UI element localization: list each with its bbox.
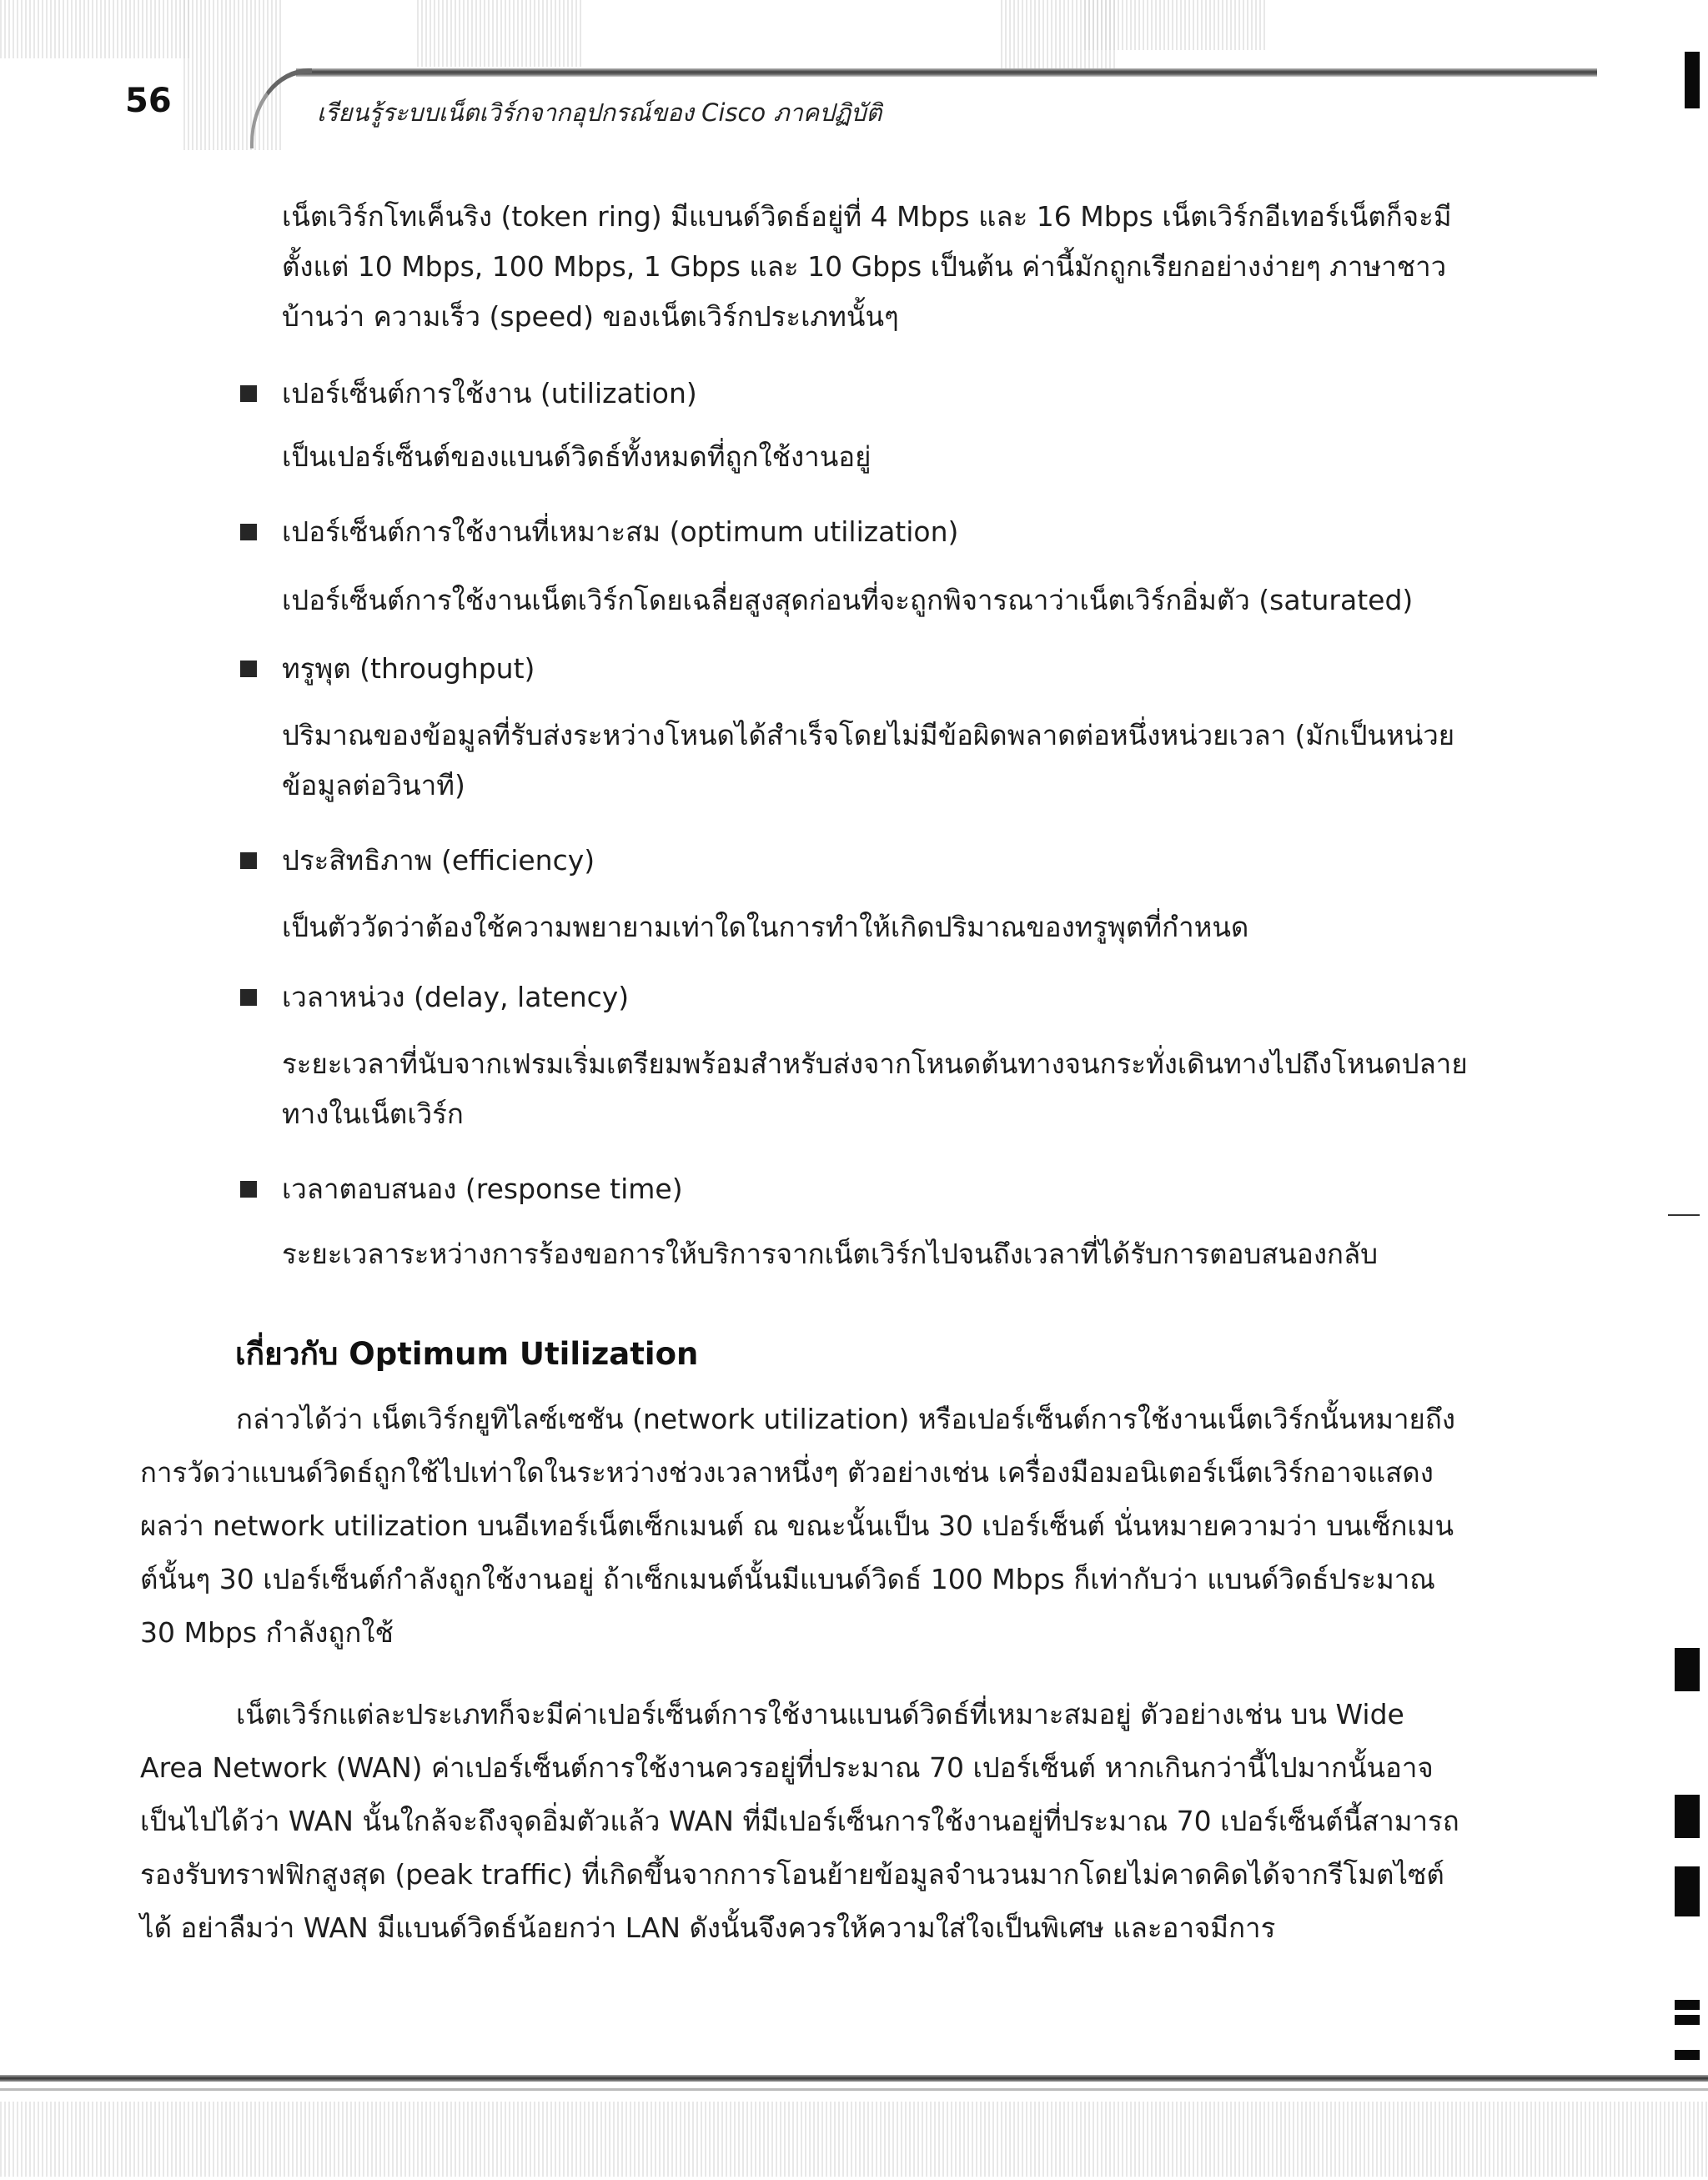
body-paragraph: กล่าวได้ว่า เน็ตเวิร์กยูทิไลซ์เซชัน (network utilization) หรือเปอร์เซ็นต์การใช้งานเน็ตเวิร์กนั้นหมายถึงการวัดว่าแบนด์วิดธ์ถูกใช้ไปเท่าใดในระหว่างช่วงเวลาหนึ่งๆ ตัวอย่างเช่น เครื่องมือมอนิเตอร์เน็ตเวิร์กอาจแสดงผลว่า network utilization บนอีเทอร์เน็ตเซ็กเมนต์ ณ ขณะนั้นเป็น 30 เปอร์เซ็นต์ นั่นหมายความว่า บนเซ็กเมนต์นั้นๆ 30 เปอร์เซ็นต์กำลังถูกใช้งานอยู่ ถ้าเซ็กเมนต์นั้นมีแบนด์วิดธ์ 100 Mbps ก็เท่ากับว่า แบนด์วิดธ์ประมาณ 30 Mbps กำลังถูกใช้ [140, 1403, 1455, 1649]
bullet-square [240, 524, 257, 540]
term-title-english: (optimum utilization) [669, 515, 959, 548]
bullet-square [240, 989, 257, 1006]
term-description: เป็นเปอร์เซ็นต์ของแบนด์วิดธ์ทั้งหมดที่ถูกใช้งานอยู่ [282, 440, 872, 473]
bullet-square [240, 1181, 257, 1198]
term-description: ระยะเวลาระหว่างการร้องขอการให้บริการจากเน็ตเวิร์กไปจนถึงเวลาที่ได้รับการตอบสนองกลับ [282, 1238, 1379, 1270]
thumb-tick [1668, 1214, 1700, 1216]
scan-noise [0, 2102, 1708, 2177]
term-title-english: (efficiency) [440, 844, 595, 877]
term-title-english: (utilization) [540, 377, 697, 409]
footer-rule [0, 2075, 1708, 2082]
thumb-tab [1675, 2050, 1700, 2060]
term-title [282, 842, 595, 879]
thumb-tab [1675, 1866, 1700, 1916]
term-title-english: (delay, latency) [414, 981, 630, 1013]
term-title-thai: เวลาตอบสนอง [282, 1173, 457, 1205]
scan-noise [0, 0, 192, 58]
term-description: เป็นตัววัดว่าต้องใช้ความพยายามเท่าใดในการทำให้เกิดปริมาณของทรูพุตที่กำหนด [282, 911, 1249, 943]
term-title-english: (response time) [465, 1173, 683, 1205]
intro-paragraph: เน็ตเวิร์กโทเค็นริง (token ring) มีแบนด์วิดธ์อยู่ที่ 4 Mbps และ 16 Mbps เน็ตเวิร์กอีเทอร์เน็ตก็จะมีตั้งแต่ 10 Mbps, 100 Mbps, 1 Gbps และ 10 Gbps เป็นต้น ค่านี้มักถูกเรียกอย่างง่ายๆ ภาษาชาวบ้านว่า ความเร็ว (speed) ของเน็ตเวิร์กประเภทนั้นๆ [282, 200, 1452, 333]
thumb-tab [1685, 52, 1700, 108]
thumb-tab [1675, 1795, 1700, 1838]
running-header: เรียนรู้ระบบเน็ตเวิร์กจากอุปกรณ์ของ Cisco ภาคปฏิบัติ [317, 98, 882, 127]
term-title-thai: เปอร์เซ็นต์การใช้งานที่เหมาะสม [282, 515, 661, 548]
scan-noise [417, 0, 584, 67]
term-title-thai: เปอร์เซ็นต์การใช้งาน [282, 377, 532, 409]
term-description: เปอร์เซ็นต์การใช้งานเน็ตเวิร์กโดยเฉลี่ยสูงสุดก่อนที่จะถูกพิจารณาว่าเน็ตเวิร์กอิ่มตัว (saturated) [282, 584, 1414, 616]
term-title [282, 375, 697, 412]
section-heading: เกี่ยวกับ Optimum Utilization [235, 1336, 699, 1372]
term-description: ปริมาณของข้อมูลที่รับส่งระหว่างโหนดได้สำเร็จโดยไม่มีข้อผิดพลาดต่อหนึ่งหน่วยเวลา (มักเป็นหน่วยข้อมูลต่อวินาที) [282, 719, 1455, 801]
term-title-english: (throughput) [359, 652, 535, 685]
bullet-square [240, 852, 257, 869]
bullet-square [240, 661, 257, 677]
term-title [282, 650, 535, 687]
footer-rule [0, 2088, 1708, 2091]
bullet-square [240, 385, 257, 402]
header-rule [296, 68, 1597, 77]
term-description: ระยะเวลาที่นับจากเฟรมเริ่มเตรียมพร้อมสำหรับส่งจากโหนดต้นทางจนกระทั่งเดินทางไปถึงโหนดปลายทางในเน็ตเวิร์ก [282, 1047, 1468, 1130]
thumb-tab [1675, 2015, 1700, 2025]
thumb-tab [1675, 1648, 1700, 1691]
term-title [282, 979, 629, 1016]
thumb-tab [1675, 2000, 1700, 2010]
body-paragraph: เน็ตเวิร์กแต่ละประเภทก็จะมีค่าเปอร์เซ็นต์การใช้งานแบนด์วิดธ์ที่เหมาะสมอยู่ ตัวอย่างเช่น บน Wide Area Network (WAN) ค่าเปอร์เซ็นต์การใช้งานควรอยู่ที่ประมาณ 70 เปอร์เซ็นต์ หากเกินกว่านี้ไปมากนั้นอาจเป็นไปได้ว่า WAN นั้นใกล้จะถึงจุดอิ่มตัวแล้ว WAN ที่มีเปอร์เซ็นการใช้งานอยู่ที่ประมาณ 70 เปอร์เซ็นต์นี้สามารถรองรับทราฟฟิกสูงสุด (peak traffic) ที่เกิดขึ้นจากการโอนย้ายข้อมูลจำนวนมากโดยไม่คาดคิดได้จากรีโมตไซต์ได้ อย่าลืมว่า WAN มีแบนด์วิดธ์น้อยกว่า LAN ดังนั้นจึงควรให้ความใส่ใจเป็นพิเศษ และอาจมีการ [140, 1698, 1459, 1944]
term-title-thai: เวลาหน่วง [282, 981, 405, 1013]
term-title-thai: ทรูพุต [282, 652, 351, 685]
term-title [282, 514, 958, 550]
page-number: 56 [125, 82, 172, 120]
term-title-thai: ประสิทธิภาพ [282, 844, 433, 877]
scan-noise [1084, 0, 1268, 50]
term-title [282, 1171, 683, 1208]
